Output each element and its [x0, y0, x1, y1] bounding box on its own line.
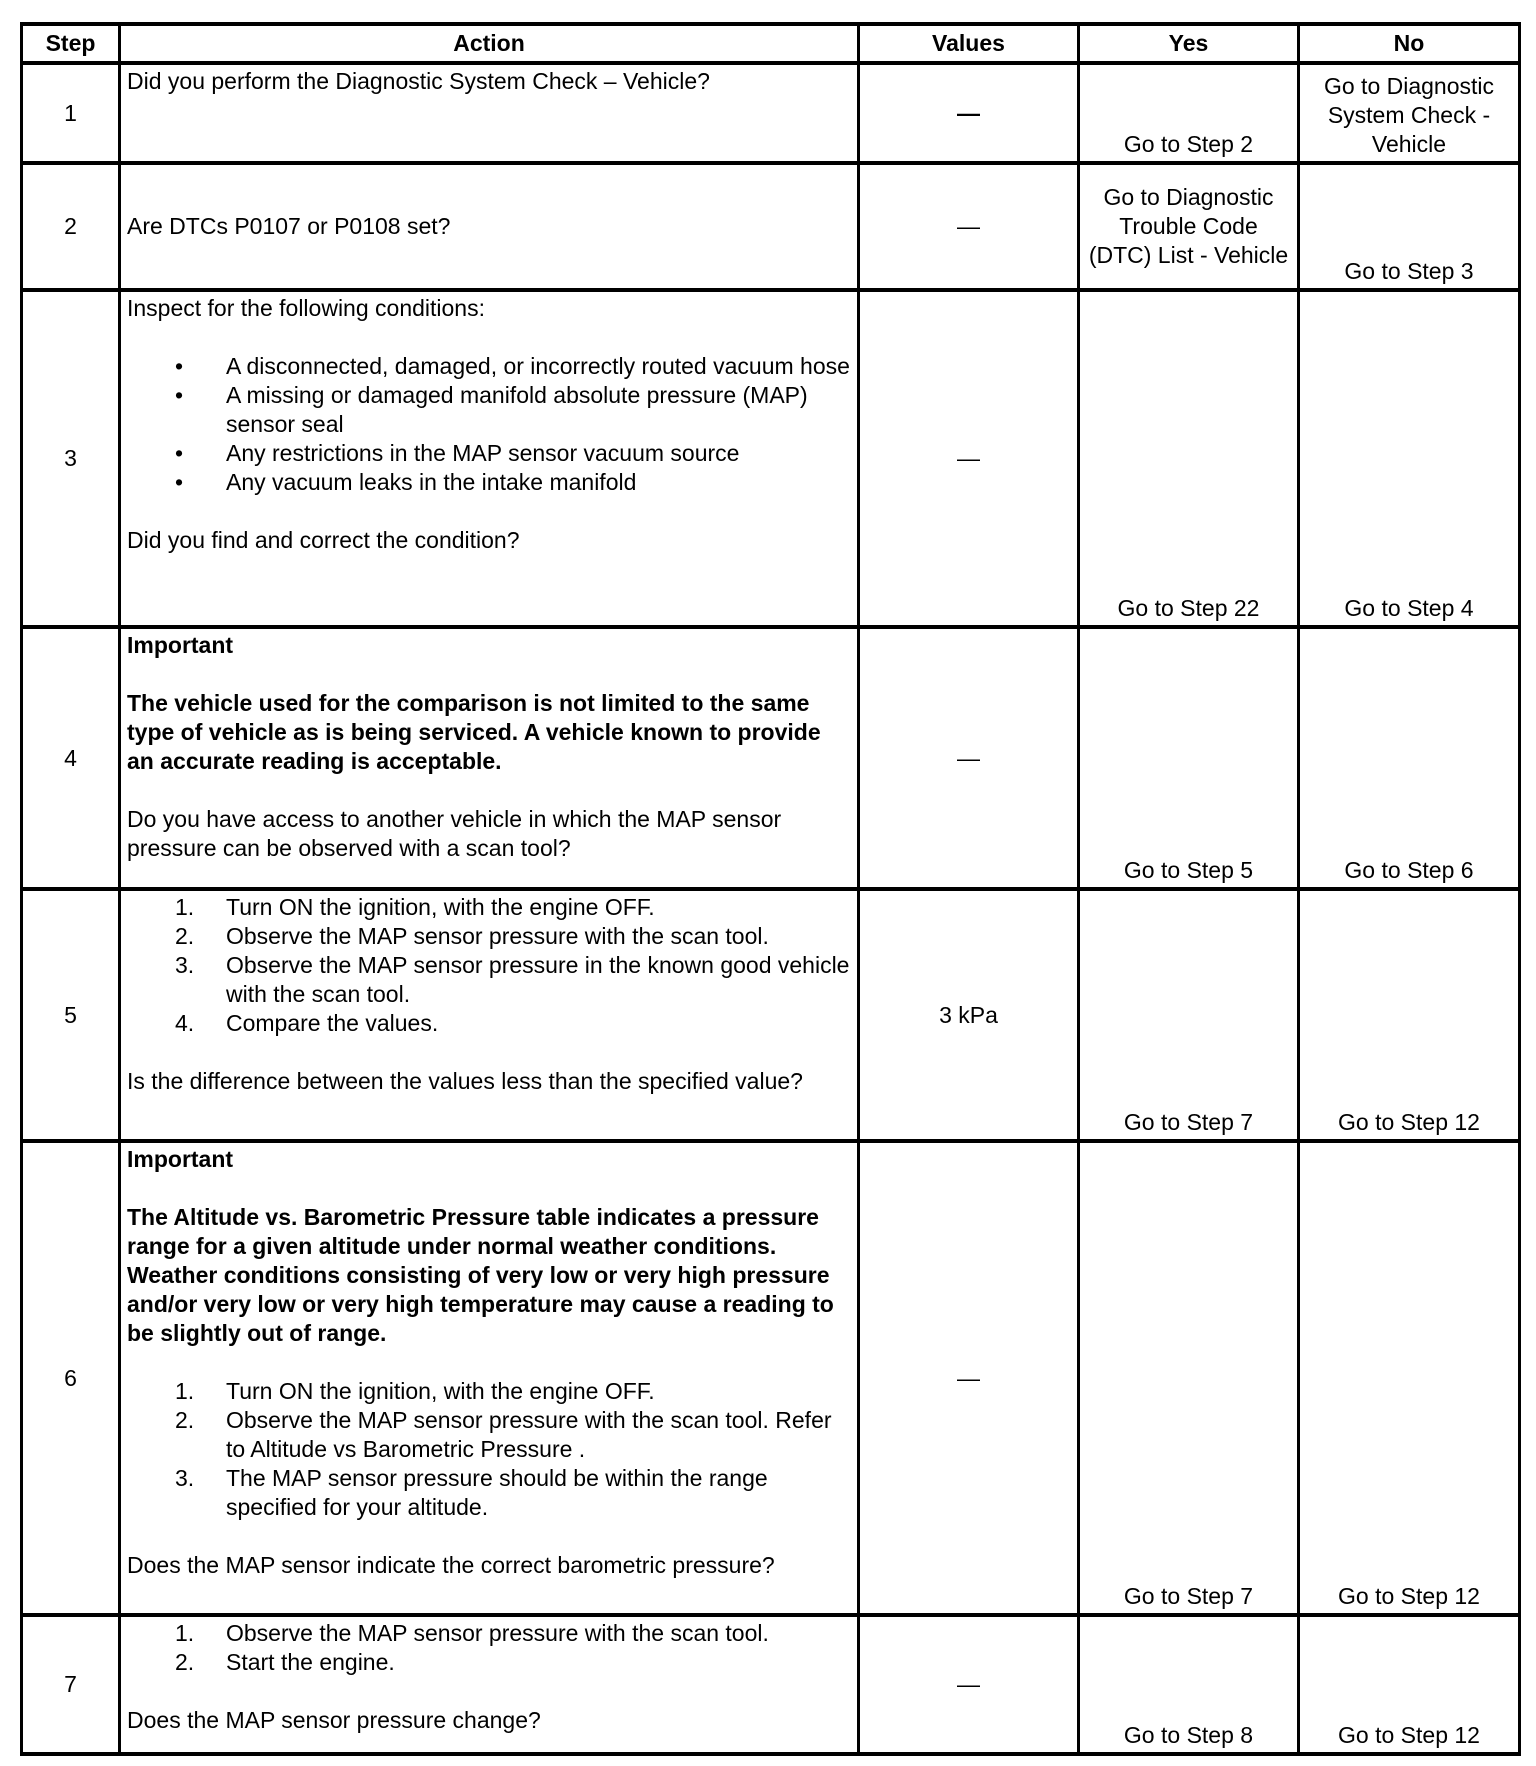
list-item: 1. Observe the MAP sensor pressure with the scan tool. — [175, 1620, 769, 1646]
step-number: 1 — [22, 63, 120, 163]
value-cell: — — [859, 1141, 1079, 1615]
yes-link[interactable]: Go to Step 2 — [1079, 63, 1299, 163]
header-no: No — [1299, 24, 1520, 63]
list-item: • Any restrictions in the MAP sensor vacuum source — [127, 439, 851, 468]
question: Does the MAP sensor indicate the correct barometric pressure? — [127, 1552, 775, 1578]
important-note: The Altitude vs. Barometric Pressure table indicates a pressure range for a given altitude under normal weather conditions. Weather conditions consisting of very low or very high pressure and/or very low or very high temperature may cause a reading to be slightly out of range. — [127, 1204, 834, 1346]
table-row — [22, 163, 1520, 290]
value-cell: — — [859, 1615, 1079, 1754]
no-link[interactable]: Go to Step 12 — [1299, 1615, 1520, 1754]
table-row — [22, 63, 1520, 163]
header-row — [22, 24, 1520, 63]
header-action: Action — [120, 24, 859, 63]
important-note: The vehicle used for the comparison is not limited to the same type of vehicle as is being serviced. A vehicle known to provide an accurate reading is acceptable. — [127, 690, 821, 774]
step-number: 6 — [22, 1141, 120, 1615]
list-item: • Any vacuum leaks in the intake manifold — [127, 468, 851, 497]
value-cell: — — [859, 163, 1079, 290]
question: Is the difference between the values less than the specified value? — [127, 1068, 803, 1094]
diagnostic-table — [20, 22, 1521, 1756]
table-row — [22, 290, 1520, 627]
step-number: 3 — [22, 290, 120, 627]
no-link[interactable]: Go to Step 3 — [1299, 163, 1520, 290]
list-item: 4. Compare the values. — [175, 1010, 439, 1036]
yes-link[interactable]: Go to Step 22 — [1079, 290, 1299, 627]
action-cell — [120, 63, 859, 163]
no-link[interactable]: Go to Step 12 — [1299, 889, 1520, 1141]
no-link[interactable]: Go to Step 6 — [1299, 627, 1520, 889]
question: Does the MAP sensor pressure change? — [127, 1707, 541, 1733]
step-number: 2 — [22, 163, 120, 290]
question: Are DTCs P0107 or P0108 set? — [127, 213, 451, 239]
yes-link[interactable]: Go to Diagnostic Trouble Code (DTC) List - Vehicle — [1079, 163, 1299, 290]
list-item: 3. The MAP sensor pressure should be within the range specified for your altitude. — [175, 1465, 768, 1520]
value-cell: — — [859, 627, 1079, 889]
list-item: • A missing or damaged manifold absolute pressure (MAP) sensor seal — [127, 381, 851, 439]
list-item: 2. Observe the MAP sensor pressure with the scan tool. — [175, 923, 769, 949]
list-item: • A disconnected, damaged, or incorrectly routed vacuum hose — [127, 352, 851, 381]
action-cell — [120, 889, 859, 1141]
table-row — [22, 627, 1520, 889]
step-number: 7 — [22, 1615, 120, 1754]
step-number: 5 — [22, 889, 120, 1141]
question: Did you find and correct the condition? — [127, 527, 520, 553]
no-link[interactable]: Go to Step 12 — [1299, 1141, 1520, 1615]
value-cell: — — [859, 290, 1079, 627]
condition-list — [127, 352, 851, 497]
list-item: 2. Observe the MAP sensor pressure with the scan tool. Refer to Altitude vs Barometric Pressure . — [175, 1407, 832, 1462]
list-item: 1. Turn ON the ignition, with the engine OFF. — [175, 1378, 655, 1404]
action-cell — [120, 1141, 859, 1615]
table-row — [22, 1615, 1520, 1754]
procedure-list — [127, 1619, 851, 1677]
yes-link[interactable]: Go to Step 5 — [1079, 627, 1299, 889]
list-item: 3. Observe the MAP sensor pressure in the known good vehicle with the scan tool. — [175, 952, 850, 1007]
no-link[interactable]: Go to Step 4 — [1299, 290, 1520, 627]
value-cell: — — [859, 63, 1079, 163]
header-yes: Yes — [1079, 24, 1299, 63]
list-item: 1. Turn ON the ignition, with the engine OFF. — [175, 894, 655, 920]
header-values: Values — [859, 24, 1079, 63]
important-heading: Important — [127, 1146, 234, 1172]
no-link[interactable]: Go to Diagnostic System Check - Vehicle — [1299, 63, 1520, 163]
action-cell — [120, 1615, 859, 1754]
value-cell: 3 kPa — [859, 889, 1079, 1141]
action-cell — [120, 627, 859, 889]
action-cell — [120, 163, 859, 290]
question: Did you perform the Diagnostic System Check – Vehicle? — [127, 68, 710, 94]
yes-link[interactable]: Go to Step 7 — [1079, 1141, 1299, 1615]
table-row — [22, 1141, 1520, 1615]
yes-link[interactable]: Go to Step 7 — [1079, 889, 1299, 1141]
table-row — [22, 889, 1520, 1141]
important-heading: Important — [127, 632, 234, 658]
question: Do you have access to another vehicle in which the MAP sensor pressure can be observed with a scan tool? — [127, 806, 782, 861]
procedure-list — [127, 893, 851, 1038]
action-cell — [120, 290, 859, 627]
list-item: 2. Start the engine. — [175, 1649, 395, 1675]
intro: Inspect for the following conditions: — [127, 295, 485, 321]
yes-link[interactable]: Go to Step 8 — [1079, 1615, 1299, 1754]
step-number: 4 — [22, 627, 120, 889]
header-step: Step — [22, 24, 120, 63]
procedure-list — [127, 1377, 851, 1522]
